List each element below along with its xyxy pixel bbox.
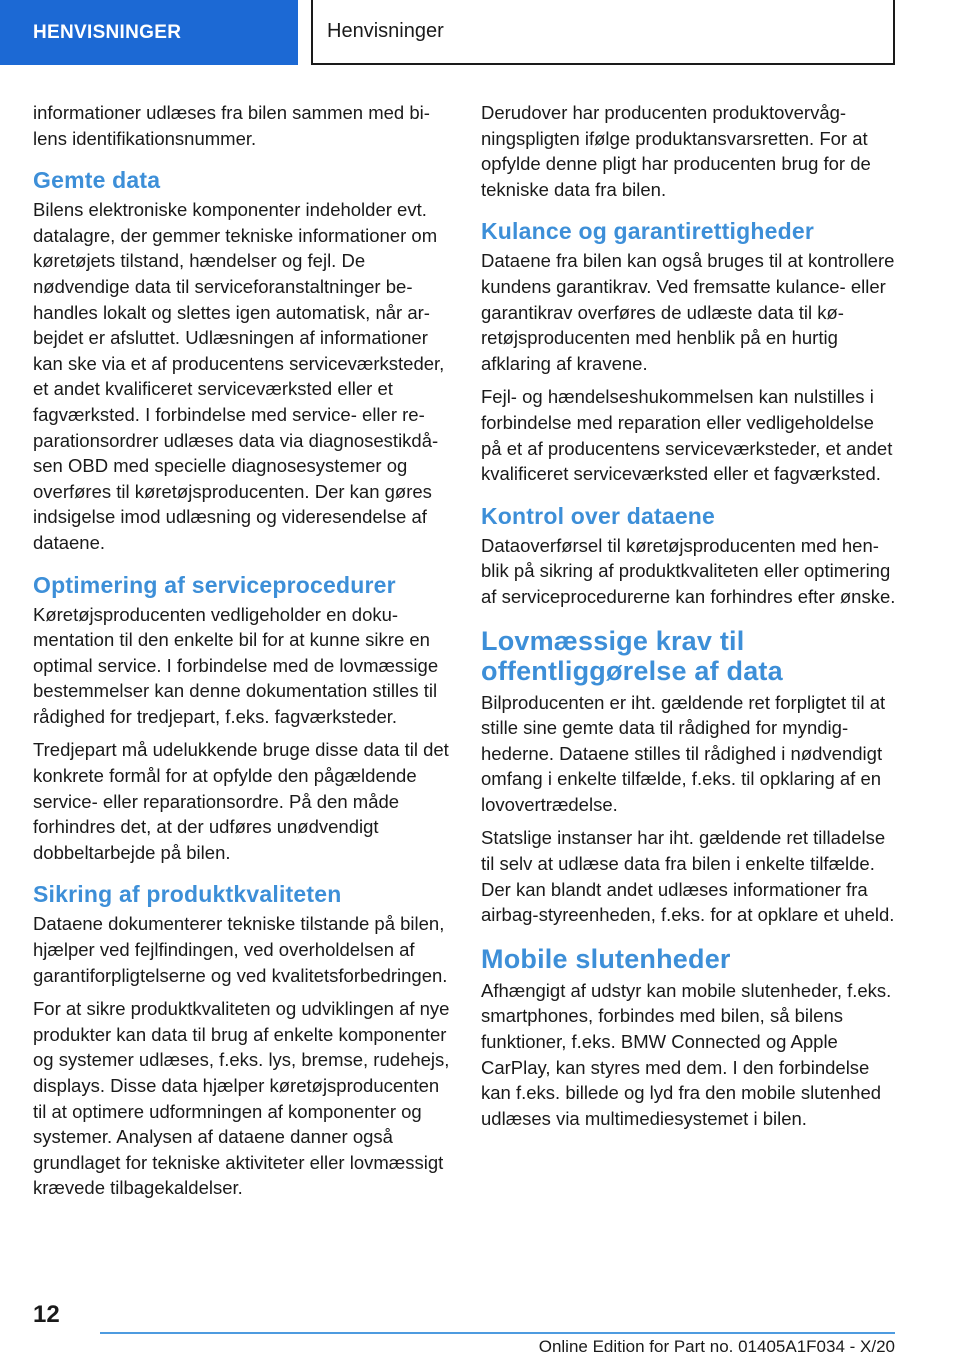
paragraph: For at sikre produktkvaliteten og udviklingen af nye produkter kan data til brug af enkelte komponenter og systemer udlæses, f.eks. lys, bremse, rudehejs, displays. Disse data hjælper køretøjsproducenten til at optimere udformningen af komponenter og systemer. Analysen af dataene danner også grundlaget for tekniske aktiviteter eller lovmæssigt krævede tilbagekaldelser. (33, 998, 450, 1199)
paragraph: Køretøjsproducenten vedligeholder en dokumentation til den enkelte bil for at kunne sikre en optimal service. I forbindelse med de lovmæssige bestemmelser kan denne dokumentation stilles til rådighed for tredjepart, f.eks. fagværksteder. (33, 603, 439, 727)
paragraph: Dataene fra bilen kan også bruges til at kontrollere kundens garantikrav. Ved fremsatte kulance- eller garantikrav overføres de udlæste data til køretøjsproducenten med henblik på en hurtig afklaring af kravene. (481, 250, 895, 374)
section-heading: Lovmæssige krav til offentliggørelse af data (481, 625, 783, 686)
paragraph: informationer udlæses fra bilen sammen med bilens identifikationsnummer. (33, 102, 430, 149)
section-heading: Mobile slutenheder (481, 943, 731, 974)
paragraph: Statslige instanser har iht. gældende ret tilladelse til selv at udlæse data fra bilen i enkelte tilfælde. Der kan blandt andet udlæses informationer fra airbag-styreenheden, f.eks. for at opklare et uheld. (481, 827, 895, 926)
section-heading: Sikring af produktkvaliteten (33, 881, 342, 908)
paragraph: Tredjepart må udelukkende bruge disse data til det konkrete formål for at opfylde den pågældende service- eller reparationsordre. På den måde forhindres det, at der udføres unødvendigt dobbeltarbejde på bilen. (33, 739, 449, 863)
section-heading: Gemte data (33, 167, 161, 194)
footer-divider (100, 1332, 895, 1334)
edition-text: Online Edition for Part no. 01405A1F034 - X/20 (538, 1337, 895, 1356)
section-heading: Optimering af serviceprocedurer (33, 571, 396, 598)
page-number: 12 (33, 1301, 60, 1328)
right-column (481, 100, 899, 1139)
paragraph: Dataene dokumenterer tekniske tilstande på bilen, hjælper ved fejlfindingen, ved overholdelsen af garantiforpligtelserne og ved kvalitetsforbedringen. (33, 913, 448, 986)
paragraph: Bilproducenten er iht. gældende ret forpligtet til at stille sine gemte data til rådighed for myndighederne. Dataene stilles til rådighed i nødvendigt omfang i enkelte tilfælde, f.eks. til opklaring af en lovovertrædelse. (481, 691, 886, 815)
paragraph: Dataoverførsel til køretøjsproducenten med henblik på sikring af produktkvaliteten eller optimering af serviceprocedurerne kan forhindres efter ønske. (481, 534, 896, 607)
paragraph: Fejl- og hændelseshukommelsen kan nulstilles i forbindelse med reparation eller vedligeholdelse på et af producentens serviceværksteder, et andet kvalificeret serviceværksted eller et fagværksted. (481, 386, 893, 485)
section-heading: Kulance og garantirettigheder (481, 218, 814, 245)
section-heading: Kontrol over dataene (481, 502, 716, 529)
paragraph: Afhængigt af udstyr kan mobile slutenheder, f.eks. smartphones, forbindes med bilen, så bilens funktioner, f.eks. BMW Connected og Apple CarPlay, kan styres med dem. I den forbindelse kan f.eks. billede og lyd fra den mobile slutenhed udlæses via multimediesystemet i bilen. (481, 979, 892, 1129)
paragraph: Derudover har producenten produktovervågningspligten ifølge produktansvarsretten. For at opfylde denne pligt har producenten brug for de tekniske data fra bilen. (481, 102, 871, 200)
paragraph: Bilens elektroniske komponenter indeholder evt. datalagre, der gemmer tekniske informationer om køretøjets tilstand, hændelser og fejl. De nødvendige data til serviceforanstaltninger behandles lokalt og slettes igen automatisk, når arbejdet er afsluttet. Udlæsningen af informationer kan ske via et af producentens serviceværksteder, et andet kvalificeret serviceværksted eller et fagværksted. I forbindelse med service- eller reparationsordrer udlæses data via diagnosestikdåsen OBD med specielle diagnosesystemer og overføres til køretøjsproducenten. Der kan gøres indsigelse imod udlæsning og videresendelse af dataene. (33, 199, 445, 553)
left-column (33, 100, 451, 1209)
section-tab: HENVISNINGER (0, 0, 298, 65)
chapter-title: Henvisninger (311, 0, 895, 65)
